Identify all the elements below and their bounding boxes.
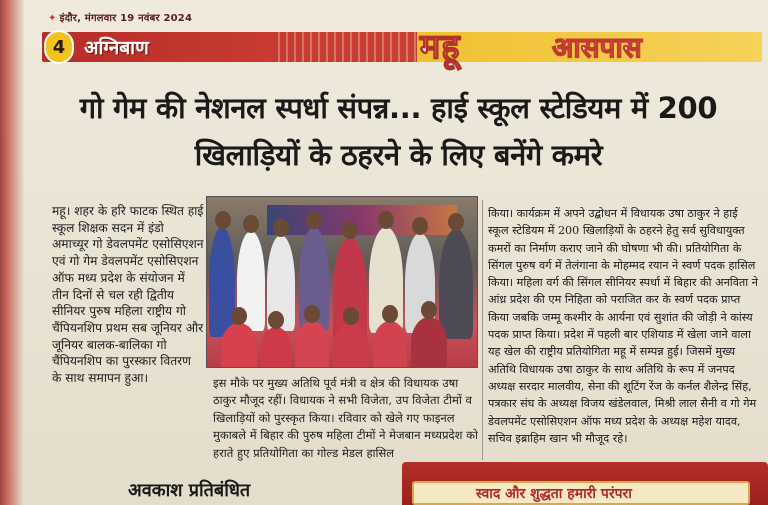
photo-head	[378, 211, 394, 229]
advertisement-tagline: स्वाद और शुद्धता हमारी परंपरा	[476, 486, 632, 502]
photo-person	[411, 317, 447, 368]
article-right-column: किया। कार्यक्रम में अपने उद्बोधन में विधायक उषा ठाकुर ने हाई स्कूल स्टेडियम में 200 खिलाड़ियों के ठहरने हेतु सर्व सुविधायुक्त कमरों का निर्माण कराए जाने की घोषणा भी की। प्रतियोगिता के सिंगल पुरुष वर्ग में तेलंगाना के मोहम्मद रयान ने स्वर्ण पदक हासिल किया। महिला वर्ग की सिंगल सीनियर स्पर्धा में बिहार की अनविता ने आंध्र प्रदेश की एम निहिता को पराजित कर के स्वर्ण पदक प्राप्त किया जबकि जम्मू कश्मीर के आर्यना एवं सुशांत की जोड़ी ने कांस्य पदक प्राप्त किया। प्रदेश में पहली बार एशियाड में खेला जाने वाला यह खेल की राष्ट्रीय प्रतियोगिता महू में सम्पन्न हुई। जिसमें मुख्य अतिथि विधायक उषा ठाकुर के साथ अतिथि के रूप में जनपद अध्यक्ष सरदार मालवीय, सेना की शूटिंग रेंज के कर्नल शैलेन्द्र सिंह, पत्रकार संघ के अध्यक्ष विजय खंडेलवाल, मिश्री लाल सैनी व गो गेम डेवलपमेंट एसोसिएशन ऑफ मध्य प्रदेश के अध्यक्ष महेश यादव, सचिव इब्राहिम खान भी मौजूद रहे।	[488, 207, 758, 445]
photo-person	[333, 323, 369, 368]
page-edge-decoration	[0, 0, 24, 505]
photo-head	[448, 213, 464, 231]
photo-head	[268, 311, 284, 329]
section-name: अग्निबाण	[84, 37, 149, 59]
section-header-band	[42, 27, 762, 67]
photo-head	[243, 215, 259, 233]
photo-head	[306, 211, 322, 229]
article-headline: गो गेम की नेशनल स्पर्धा संपन्न... हाई स्कूल स्टेडियम में 200 खिलाड़ियों के ठहरने के लिए बनेंगे कमरे	[79, 91, 718, 172]
photo-person	[439, 229, 473, 339]
dateline	[48, 10, 192, 24]
dateline-text: इंदौर, मंगलवार 19 नवंबर 2024	[59, 13, 193, 24]
photo-backdrop-banner	[267, 205, 457, 235]
photo-head	[421, 301, 437, 319]
photo-person	[221, 323, 257, 368]
section-band-texture	[272, 32, 417, 62]
photo-head	[412, 217, 428, 235]
photo-person	[295, 321, 329, 368]
masthead-aaspaas: आसपास	[552, 31, 642, 64]
masthead-mhow: महू	[420, 27, 461, 67]
next-article-headline: अवकाश प्रतिबंधित	[128, 480, 251, 501]
photo-head	[382, 305, 398, 323]
photo-head	[343, 307, 359, 325]
column-divider	[482, 200, 483, 460]
photo-person	[261, 327, 291, 368]
article-left-column: महू। शहर के हरि फाटक स्थित हाई स्कूल शिक्षक सदन में इंडो अमाच्यूर गो डेवलपमेंट एसोसिएशन एवं गो गेम डेवलपमेंट एसोसिएशन ऑफ मध्य प्रदेश के संयोजन में तीन दिनों से चल रही द्वितीय सीनियर पुरुष महिला राष्ट्रीय गो चैंपियनशिप प्रथम सब जूनियर और जूनियर बालक-बालिका गो चैंपियनशिप का पुरस्कार वितरण के साथ समापन हुआ।	[52, 204, 204, 386]
page-number-badge: 4	[44, 30, 74, 64]
photo-head	[273, 219, 289, 237]
photo-head	[342, 221, 358, 239]
photo-head	[215, 211, 231, 229]
photo-person	[373, 321, 407, 368]
photo-head	[304, 305, 320, 323]
photo-caption: इस मौके पर मुख्य अतिथि पूर्व मंत्री व क्षेत्र की विधायक उषा ठाकुर मौजूद रहीं। विधायक ने सभी विजेता, उप विजेता टीमों व खिलाड़ियों को पुरस्कृत किया। रविवार को खेले गए फाइनल मुकाबले में बिहार की पुरुष महिला टीमों ने मेजबान मध्यप्रदेश को हराते हुए प्रतियोगिता का गोल्ड मेडल हासिल	[213, 376, 478, 460]
star-icon: ✦	[48, 13, 57, 24]
photo-head	[231, 307, 247, 325]
article-photo	[206, 196, 478, 368]
